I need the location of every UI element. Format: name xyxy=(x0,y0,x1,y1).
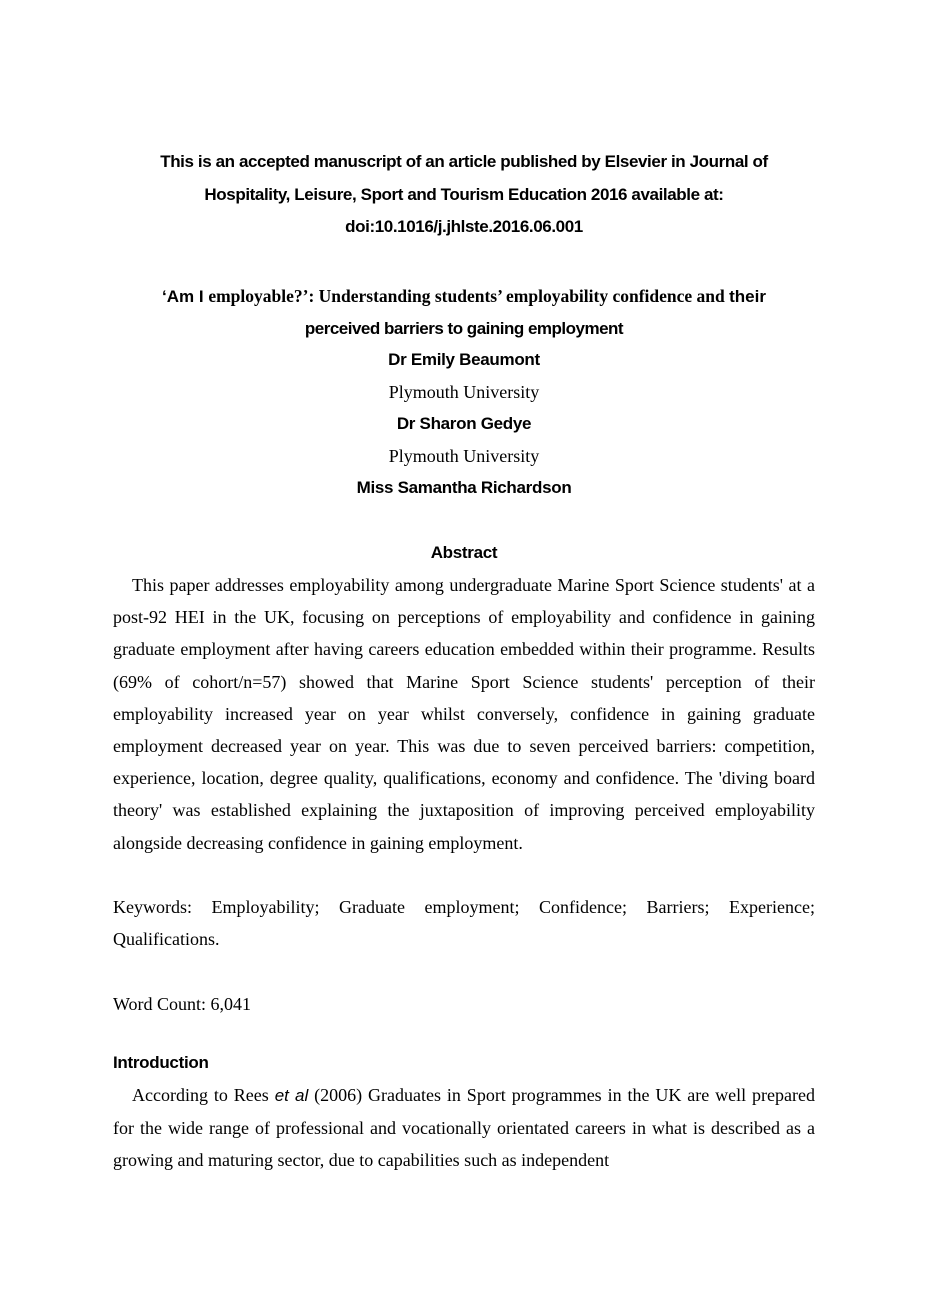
introduction-body xyxy=(113,1079,815,1177)
intro-text-before: According to Rees xyxy=(132,1085,275,1105)
manuscript-notice xyxy=(113,146,815,244)
notice-line-2: Hospitality, Leisure, Sport and Tourism Education 2016 available at: xyxy=(204,184,724,204)
notice-line-1: This is an accepted manuscript of an article published by Elsevier in Journal of xyxy=(160,152,768,171)
author-name: Miss Samantha Richardson xyxy=(356,478,572,497)
author-affiliation: Plymouth University xyxy=(388,446,540,466)
author-list xyxy=(113,344,815,504)
intro-et-al: et al xyxy=(274,1086,309,1105)
author-name: Dr Emily Beaumont xyxy=(388,350,540,369)
abstract-body: This paper addresses employability among undergraduate Marine Sport Science students' at a post-92 HEI in the UK, focusing on perceptions of employability and confidence in gaining graduate employment after having careers education embedded within their programme. Results (69% of cohort/n=57) showed that Marine Sport Science students' perception of their employability increased year on year whilst conversely, confidence in gaining graduate employment decreased year on year. This was due to seven perceived barriers: competition, experience, location, degree quality, qualifications, economy and confidence. The 'diving board theory' was established explaining the juxtaposition of improving perceived employability alongside decreasing confidence in gaining employment. xyxy=(113,575,815,853)
introduction-heading: Introduction xyxy=(113,1053,209,1072)
intro-text-after: (2006) Graduates in Sport programmes in the UK are well prepared for the wide range of professional and vocationally orientated careers in what is described as a growing and maturing sector, due to capabilities such as independent xyxy=(113,1085,816,1171)
word-count: Word Count: 6,041 xyxy=(113,994,252,1014)
title-part-4: perceived barriers to gaining employment xyxy=(304,319,624,338)
author-affiliation: Plymouth University xyxy=(388,382,540,402)
abstract-heading: Abstract xyxy=(430,543,498,562)
paper-title xyxy=(113,280,815,345)
keywords: Keywords: Employability; Graduate employment; Confidence; Barriers; Experience; Qualifications. xyxy=(113,897,815,950)
author-name: Dr Sharon Gedye xyxy=(396,414,532,433)
title-part-1: ‘Am I xyxy=(162,287,209,306)
notice-doi: doi:10.1016/j.jhlste.2016.06.001 xyxy=(345,217,583,236)
title-part-2: employable?’: Understanding students’ employability confidence and xyxy=(208,286,730,306)
title-part-3: their xyxy=(729,287,766,306)
